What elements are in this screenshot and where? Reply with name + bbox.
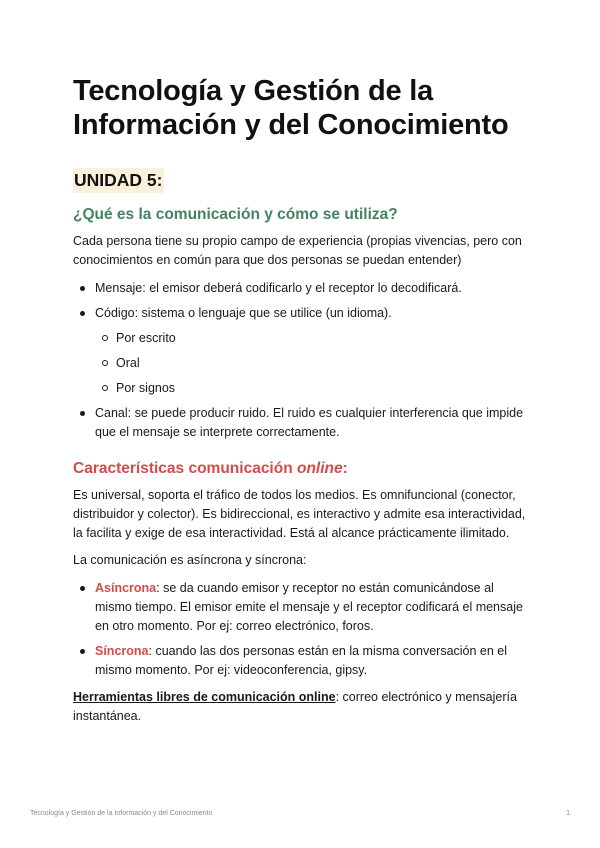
sub-item-oral: Oral (73, 354, 533, 373)
sub-item-signos: Por signos (73, 379, 533, 398)
heading-italic-text: online (297, 460, 343, 477)
tools-paragraph (73, 688, 533, 726)
sincrona-label: Síncrona (95, 644, 149, 658)
page-footer (30, 810, 570, 817)
communication-elements-list (73, 279, 533, 442)
characteristics-paragraph: Es universal, soporta el tráfico de todos los medios. Es omnifuncional (conector, distribuidor y colector). Es bidireccional, es interactivo y admite esa interactividad, la facilita y exige de esa interactividad. Está al alcance prácticamente ilimitado. (73, 488, 526, 540)
section-heading-online (73, 460, 533, 478)
heading-main-text: Características comunicación (73, 460, 297, 477)
list-item-codigo: Código: sistema o lenguaje que se utilice (un idioma). (73, 304, 533, 323)
asincrona-label: Asíncrona (95, 581, 157, 595)
list-item-asincrona (73, 579, 533, 636)
list-item-sincrona (73, 642, 533, 680)
list-item-canal: Canal: se puede producir ruido. El ruido es cualquier interferencia que impide que el mensaje se interprete correctamente. (73, 404, 533, 442)
asincrona-text: : se da cuando emisor y receptor no están comunicándose al mismo tiempo. El emisor emite el mensaje y el receptor codificará el mensaje en otro momento. Por ej: correo electrónico, foros. (95, 581, 523, 633)
intro-paragraph: Cada persona tiene su propio campo de experiencia (propias vivencias, pero con conocimientos en común para que dos personas se puedan entender) (73, 234, 522, 267)
sync-types-list (73, 579, 533, 680)
document-title: Tecnología y Gestión de la Información y del Conocimiento (73, 75, 509, 141)
tools-text: : correo electrónico y mensajería instantánea. (73, 690, 517, 723)
sync-intro-paragraph: La comunicación es asíncrona y síncrona: (73, 553, 307, 567)
footer-title: Tecnología y Gestión de la Información y del Conocimiento (30, 810, 213, 817)
document-body (73, 74, 533, 726)
sincrona-text: : cuando las dos personas están en la misma conversación en el mismo momento. Por ej: videoconferencia, gipsy. (95, 644, 508, 677)
tools-label: Herramientas libres de comunicación online (73, 690, 336, 704)
page-number: 1 (566, 810, 570, 817)
section-heading-communication: ¿Qué es la comunicación y cómo se utiliza? (73, 206, 398, 223)
heading-colon: : (342, 460, 348, 477)
sub-item-escrito: Por escrito (73, 329, 533, 348)
unit-heading: UNIDAD 5: (73, 168, 164, 193)
list-item-mensaje: Mensaje: el emisor deberá codificarlo y el receptor lo decodificará. (73, 279, 533, 298)
